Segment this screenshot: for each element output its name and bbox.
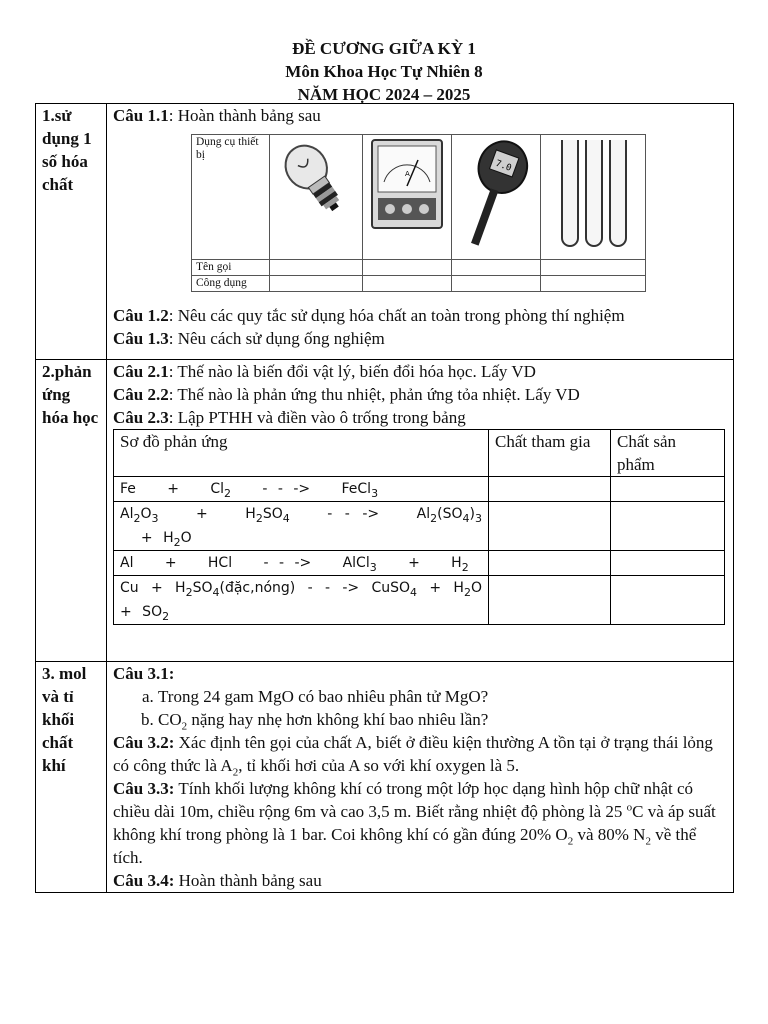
ph-meter-icon — [461, 136, 531, 252]
section-1-title: 1.sử dụng 1 số hóa chất — [36, 104, 107, 360]
test-tubes-use-cell[interactable] — [541, 276, 646, 292]
ammeter-name-cell[interactable] — [363, 260, 452, 276]
equipment-header-label: Dụng cụ thiết bị — [192, 135, 270, 260]
bulb-use-cell[interactable] — [270, 276, 363, 292]
reaction-equation-3: Al + HCl - - -> AlCl$_3$ + $H_2$ — [114, 551, 489, 576]
reaction-row — [114, 551, 725, 576]
question-2-3: Câu 2.3: Lập PTHH và điền vào ô trống trong bảng — [113, 408, 466, 427]
question-3-1-list — [113, 685, 727, 731]
question-3-1-b: b. $CO_2$ nặng hay nhẹ hơn không khí bao nhiêu lần? — [158, 708, 727, 731]
reactants-cell-2[interactable] — [489, 502, 611, 551]
reaction-table — [113, 429, 725, 625]
section-3-row — [36, 662, 734, 893]
question-2-1: Câu 2.1: Thế nào là biến đổi vật lý, biến đổi hóa học. Lấy VD — [113, 362, 536, 381]
light-bulb-icon — [276, 136, 356, 226]
equipment-bulb-cell — [270, 135, 363, 260]
reactants-cell-3[interactable] — [489, 551, 611, 576]
outline-table — [35, 103, 734, 893]
equipment-name-label: Tên gọi — [192, 260, 270, 276]
question-3-2: Câu 3.2: Xác định tên gọi của chất A, biết ở điều kiện thường A tồn tại ở trạng thái lỏng có công thức là $A_2$, tỉ khối hơi của A so với khí oxygen là 5. — [113, 733, 713, 779]
ph-meter-use-cell[interactable] — [452, 276, 541, 292]
ph-meter-name-cell[interactable] — [452, 260, 541, 276]
test-tubes-icon — [548, 136, 638, 254]
doc-school-year: NĂM HỌC 2024 – 2025 — [297, 85, 471, 104]
equipment-ammeter-cell — [363, 135, 452, 260]
svg-text:A: A — [405, 170, 410, 178]
reaction-equation-1: $Fe + Cl_2$ - - -> FeCl$_3$ — [114, 477, 489, 502]
section-1-content — [107, 104, 734, 360]
section-2-content — [107, 360, 734, 662]
question-3-1: Câu 3.1: — [113, 664, 175, 683]
svg-text:7.0: 7.0 — [493, 158, 513, 174]
ammeter-use-cell[interactable] — [363, 276, 452, 292]
test-tubes-name-cell[interactable] — [541, 260, 646, 276]
reactants-cell-1[interactable] — [489, 477, 611, 502]
section-3-title: 3. mol và tỉ khối chất khí — [36, 662, 107, 893]
reaction-row — [114, 576, 725, 625]
question-1-2: Câu 1.2: Nêu các quy tắc sử dụng hóa chất an toàn trong phòng thí nghiệm — [113, 306, 625, 325]
reaction-row — [114, 502, 725, 551]
reaction-col-products: Chất sản phẩm — [611, 430, 725, 477]
section-3-content — [107, 662, 734, 893]
products-cell-1[interactable] — [611, 477, 725, 502]
equipment-ph-meter-cell — [452, 135, 541, 260]
products-cell-3[interactable] — [611, 551, 725, 576]
bulb-name-cell[interactable] — [270, 260, 363, 276]
question-3-3: Câu 3.3: Tính khối lượng không khí có trong một lớp học dạng hình hộp chữ nhật có chiều dài 10m, chiều rộng 6m và cao 3,5 m. Biết rằng nhiệt độ phòng là 25 $^o$C và áp suất không khí trong phòng là 1 bar. Coi không khí có gần đúng 20% $O_2$ và 80% $N_2$ về thể tích. — [113, 779, 716, 867]
equipment-use-label: Công dụng — [192, 276, 270, 292]
reaction-equation-2: $Al_2O_3 + H_2SO_4$ - - -> $Al_2(SO_4)_3 + H_2O$ — [114, 502, 489, 551]
doc-subject: Môn Khoa Học Tự Nhiên 8 — [285, 62, 483, 81]
reactants-cell-4[interactable] — [489, 576, 611, 625]
reaction-col-reactants: Chất tham gia — [489, 430, 611, 477]
products-cell-4[interactable] — [611, 576, 725, 625]
question-3-4: Câu 3.4: Hoàn thành bảng sau — [113, 871, 322, 890]
question-3-1-a: a. Trong 24 gam MgO có bao nhiêu phân tử MgO? — [158, 685, 727, 708]
question-1-3: Câu 1.3: Nêu cách sử dụng ống nghiệm — [113, 329, 385, 348]
reaction-col-scheme: Sơ đồ phản ứng — [114, 430, 489, 477]
equipment-table — [191, 134, 646, 292]
question-2-2: Câu 2.2: Thế nào là phản ứng thu nhiệt, phản ứng tỏa nhiệt. Lấy VD — [113, 385, 580, 404]
reaction-equation-4: $Cu + H_2SO_4(đặc,nóng)$ - - -> CuSO$_4$ + $H_2O + SO_2$ — [114, 576, 489, 625]
ammeter-icon — [370, 136, 444, 232]
section-1-row — [36, 104, 734, 360]
section-2-title: 2.phản ứng hóa học — [36, 360, 107, 662]
doc-title: ĐỀ CƯƠNG GIỮA KỲ 1 — [292, 39, 476, 58]
equipment-test-tubes-cell — [541, 135, 646, 260]
products-cell-2[interactable] — [611, 502, 725, 551]
section-2-row — [36, 360, 734, 662]
question-1-1: Câu 1.1: Hoàn thành bảng sau — [113, 106, 321, 125]
reaction-row — [114, 477, 725, 502]
